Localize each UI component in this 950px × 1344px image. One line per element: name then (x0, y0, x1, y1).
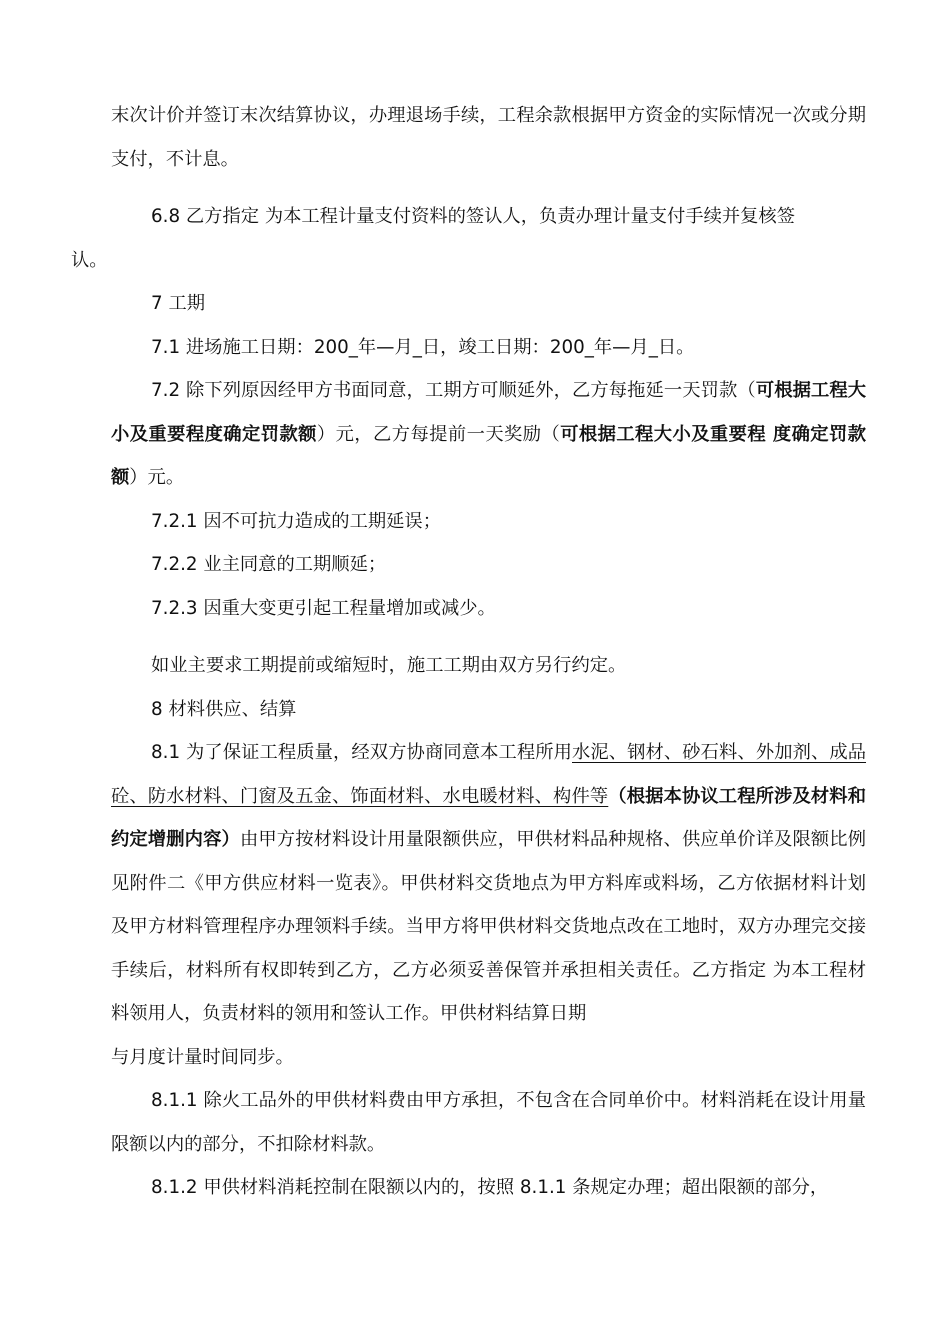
paragraph-8-1-bold-note: （根据本协议工程所涉及材料和约定增删内容） (111, 785, 867, 850)
paragraph-6-8-line2: 认。 (71, 249, 108, 271)
paragraph-7-1: 7.1 进场施工日期：200_年—月_日，竣工日期：200_年—月_日。 (151, 336, 695, 358)
paragraph-settlement-continuation: 末次计价并签订末次结算协议，办理退场手续，工程余款根据甲方资金的实际情况一次或分期支付，不计息。 (111, 105, 866, 170)
paragraph-7-2-bold-1: 可根据工程大小及重要程度确定罚款额 (111, 380, 867, 445)
heading-8-materials: 8 材料供应、结算 (151, 698, 297, 720)
paragraph-7-2-text-2: ）元，乙方每提前一天奖励（ (316, 423, 561, 445)
paragraph-7-2 (111, 369, 866, 500)
paragraph-7-2-3: 7.2.3 因重大变更引起工程量增加或减少。 (151, 597, 496, 619)
paragraph-6-8-line1: 6.8 乙方指定 为本工程计量支付资料的签认人，负责办理计量支付手续并复核签 (151, 206, 795, 227)
paragraph-8-1-2: 8.1.2 甲供材料消耗控制在限额以内的，按照 8.1.1 条规定办理；超出限额的部分， (151, 1177, 829, 1198)
paragraph-8-1 (111, 731, 866, 1079)
paragraph-7-2-text-1: 7.2 除下列原因经甲方书面同意，工期方可顺延外，乙方每拖延一天罚款（ (151, 380, 756, 401)
paragraph-8-1-text-3: 与月度计量时间同步。 (111, 1046, 294, 1068)
paragraph-8-1-underlined-materials: 水泥、钢材、砂石料、外加剂、成品砼、防水材料、门窗及五金、饰面材料、水电暖材料、构件等 (111, 742, 867, 807)
paragraph-8-1-1: 8.1.1 除火工品外的甲供材料费由甲方承担，不包含在合同单价中。材料消耗在设计用量限额以内的部分，不扣除材料款。 (111, 1090, 866, 1155)
paragraph-6-8 (71, 195, 866, 282)
heading-7-schedule: 7 工期 (151, 293, 206, 314)
paragraph-owner-request: 如业主要求工期提前或缩短时，施工工期由双方另行约定。 (151, 655, 627, 676)
paragraph-7-2-2: 7.2.2 业主同意的工期顺延； (151, 554, 387, 575)
paragraph-7-2-bold-2: 可根据工程大小及重要程 度确定罚款额 (111, 423, 867, 488)
paragraph-7-2-1: 7.2.1 因不可抗力造成的工期延误； (151, 510, 441, 532)
paragraph-8-1-text-1: 8.1 为了保证工程质量，经双方协商同意本工程所用 (151, 742, 572, 763)
paragraph-8-1-text-2: 由甲方按材料设计用量限额供应，甲供材料品种规格、供应单价详及限额比例见附件二《甲方供应材料一览表》。甲供材料交货地点为甲方料库或料场，乙方依据材料计划及甲方材料管理程序办理领料手续。当甲方将甲供材料交货地点改在工地时，双方办理完交接手续后，材料所有权即转到乙方，乙方必须妥善保管并承担相关责任。乙方指定 为本工程材料领用人，负责材料的领用和签认工作。甲供材料结算日期 (111, 829, 867, 1024)
paragraph-7-2-text-3: ）元。 (129, 467, 185, 488)
